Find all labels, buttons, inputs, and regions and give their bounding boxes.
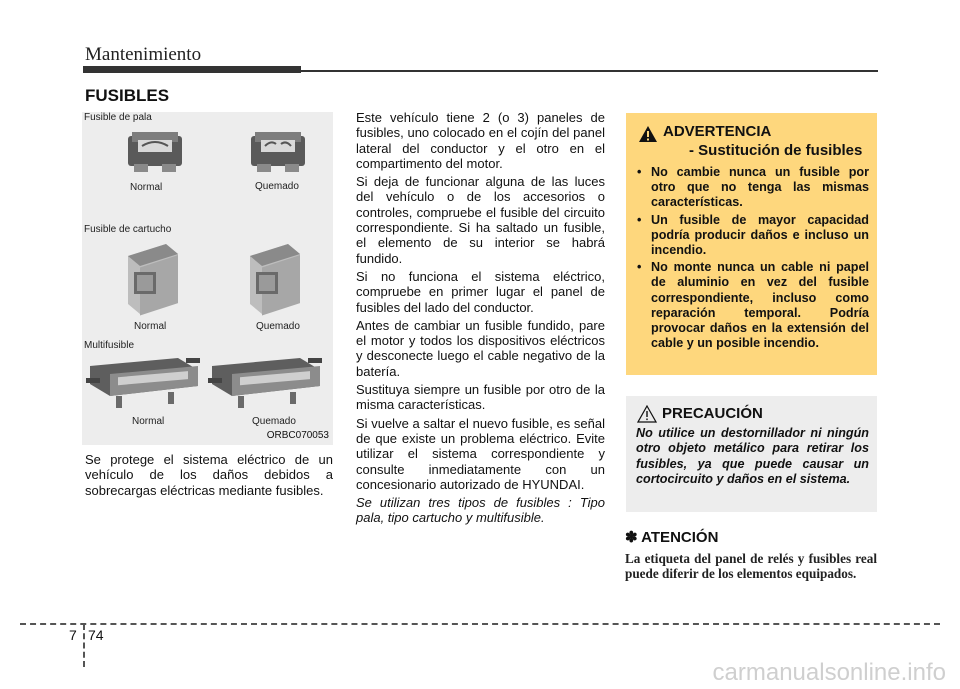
cartridge-fuse-label: Fusible de cartucho bbox=[84, 224, 172, 235]
warning-triangle-icon bbox=[638, 125, 658, 143]
footer-divider bbox=[83, 624, 85, 667]
figure-code: ORBC070053 bbox=[266, 430, 329, 441]
paragraph-3: Si no funciona el sistema eléctrico, compruebe en primer lugar el panel de fusibles del lado del conductor. bbox=[356, 268, 605, 315]
blade-fuse-blown-image bbox=[247, 126, 309, 176]
blade-normal-caption: Normal bbox=[130, 182, 163, 193]
watermark: carmanualsonline.info bbox=[712, 659, 946, 686]
running-header: Mantenimiento bbox=[85, 44, 202, 65]
multi-blown-caption: Quemado bbox=[252, 416, 296, 427]
blade-fuse-normal-image bbox=[124, 126, 186, 176]
warning-subtitle: - Sustitución de fusibles bbox=[689, 142, 863, 159]
blade-fuse-label: Fusible de pala bbox=[84, 112, 152, 123]
caution-title: PRECAUCIÓN bbox=[662, 405, 763, 422]
paragraph-4: Antes de cambiar un fusible fundido, pare el motor y todos los dispositivos eléctricos y desconecte luego el cable negativo de la batería. bbox=[356, 317, 605, 379]
footer-rule bbox=[20, 623, 940, 625]
multi-fuse-normal-image bbox=[86, 356, 202, 412]
paragraph-5: Sustituya siempre un fusible por otro de la misma características. bbox=[356, 382, 605, 413]
attention-text: La etiqueta del panel de relés y fusibles real puede diferir de los elementos equipados. bbox=[625, 551, 877, 582]
warning-item: • Un fusible de mayor capacidad podría producir daños e incluso un incendio. bbox=[637, 213, 869, 259]
cartridge-blown-caption: Quemado bbox=[256, 321, 300, 332]
cartridge-fuse-normal-image bbox=[120, 242, 184, 316]
paragraph-2: Si deja de funcionar alguna de las luces del vehículo o de los accesorios o controles, compruebe el fusible del circuito correspondiente. Si ha saltado un fusible, el elemento de su interior se habrá fundido. bbox=[356, 174, 605, 266]
cartridge-fuse-blown-image bbox=[242, 242, 306, 316]
paragraph-6: Si vuelve a saltar el nuevo fusible, es señal de que existe un problema eléctrico. Evite utilizar el sistema correspondiente y consulte inmediatamente con un concesionario autorizado de HYUNDAI. bbox=[356, 415, 605, 492]
caution-text: No utilice un destornillador ni ningún otro objeto metálico para retirar los fusibles, ya que puede causar un cortocircuito y daños en el sistema. bbox=[636, 426, 869, 486]
cartridge-normal-caption: Normal bbox=[134, 321, 167, 332]
header-rule-thick bbox=[83, 66, 301, 73]
fuse-figure bbox=[82, 112, 333, 445]
header-rule-thin bbox=[301, 70, 878, 72]
blade-blown-caption: Quemado bbox=[255, 181, 299, 192]
warning-item: • No cambie nunca un fusible por otro que no tenga las mismas características. bbox=[637, 165, 869, 211]
intro-paragraph bbox=[85, 452, 333, 501]
caution-triangle-icon bbox=[637, 405, 657, 423]
multi-fuse-blown-image bbox=[208, 356, 324, 412]
multi-fuse-label: Multifusible bbox=[84, 340, 135, 351]
paragraph-7: Se utilizan tres tipos de fusibles : Tipo pala, tipo cartucho y multifusible. bbox=[356, 495, 605, 526]
caution-box bbox=[626, 396, 877, 512]
warning-title: ADVERTENCIA bbox=[663, 123, 772, 140]
warning-item: • No monte nunca un cable ni papel de aluminio en vez del fusible correspondiente, incluso como reparación temporal. Podría provocar daños en la extensión del cable y un posible incendio. bbox=[637, 260, 869, 351]
main-column bbox=[356, 110, 605, 529]
page-number: 74 bbox=[88, 627, 104, 643]
warning-list bbox=[637, 165, 869, 351]
warning-box bbox=[626, 113, 877, 375]
paragraph-1: Este vehículo tiene 2 (o 3) paneles de fusibles, uno colocado en el cojín del panel lateral del conductor y el otro en el compartimento del motor. bbox=[356, 110, 605, 171]
chapter-number: 7 bbox=[69, 627, 77, 643]
intro-text: Se protege el sistema eléctrico de un vehículo de los daños debidos a sobrecargas eléctricas mediante fusibles. bbox=[85, 452, 333, 498]
multi-normal-caption: Normal bbox=[132, 416, 165, 427]
attention-title: ✽ ATENCIÓN bbox=[625, 529, 719, 546]
section-title: FUSIBLES bbox=[85, 86, 170, 105]
